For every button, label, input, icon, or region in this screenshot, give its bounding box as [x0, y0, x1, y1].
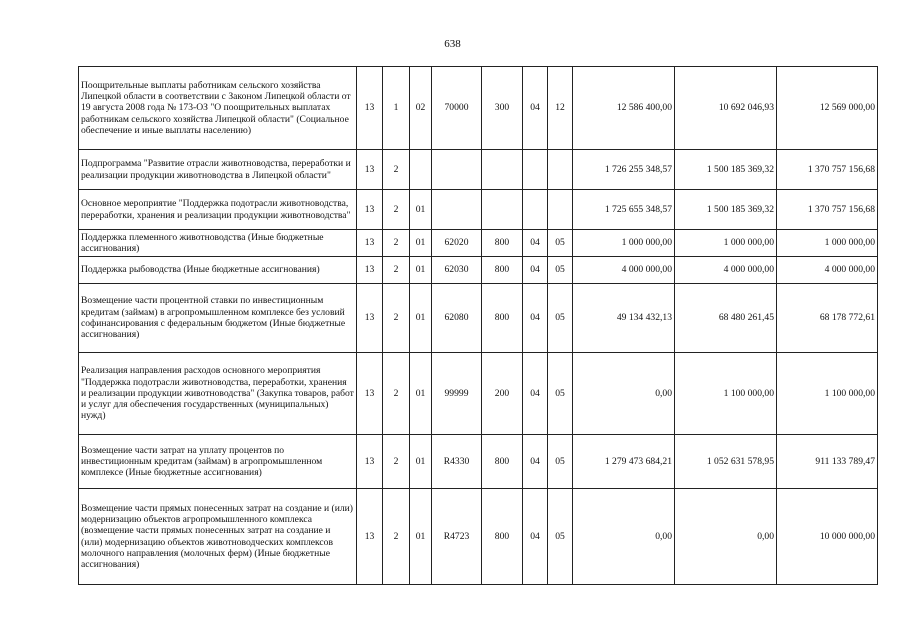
table-row	[79, 284, 878, 353]
code-cell: 05	[548, 353, 573, 435]
row-name: Поощрительные выплаты работникам сельского хозяйства Липецкой области в соответствии с Законом Липецкой области от 19 августа 2008 года № 173-ОЗ "О поощрительных выплатах работникам сельского хозяйства Липецкой области" (Социальное обеспечение и иные выплаты населению)	[79, 67, 357, 150]
code-cell: 01	[410, 353, 432, 435]
code-cell: 13	[357, 489, 383, 585]
code-cell: 13	[357, 257, 383, 284]
amount-cell: 1 370 757 156,68	[777, 190, 878, 230]
page-number: 638	[444, 38, 461, 50]
amount-cell: 1 726 255 348,57	[573, 150, 675, 190]
row-name: Основное мероприятие "Поддержка подотрасли животноводства, переработки, хранения и реализации продукции животноводства"	[79, 190, 357, 230]
amount-cell: 68 178 772,61	[777, 284, 878, 353]
code-cell: 13	[357, 353, 383, 435]
amount-cell: 49 134 432,13	[573, 284, 675, 353]
amount-cell: 10 000 000,00	[777, 489, 878, 585]
code-cell: 2	[383, 230, 410, 257]
code-cell: 13	[357, 190, 383, 230]
amount-cell: 1 000 000,00	[675, 230, 777, 257]
code-cell: 04	[523, 284, 548, 353]
table-row	[79, 489, 878, 585]
code-cell: R4330	[432, 435, 482, 489]
table-row	[79, 230, 878, 257]
table-row	[79, 353, 878, 435]
amount-cell: 0,00	[675, 489, 777, 585]
code-cell: 04	[523, 257, 548, 284]
code-cell: 05	[548, 284, 573, 353]
code-cell: 300	[482, 67, 523, 150]
code-cell: 800	[482, 284, 523, 353]
code-cell: 2	[383, 435, 410, 489]
code-cell: 62020	[432, 230, 482, 257]
code-cell	[523, 190, 548, 230]
code-cell: 01	[410, 435, 432, 489]
code-cell: 12	[548, 67, 573, 150]
row-name: Поддержка рыбоводства (Иные бюджетные ассигнования)	[79, 257, 357, 284]
amount-cell: 1 500 185 369,32	[675, 190, 777, 230]
code-cell: 01	[410, 230, 432, 257]
amount-cell: 10 692 046,93	[675, 67, 777, 150]
code-cell	[482, 150, 523, 190]
code-cell: 01	[410, 257, 432, 284]
code-cell: 13	[357, 67, 383, 150]
code-cell: 04	[523, 353, 548, 435]
amount-cell: 12 569 000,00	[777, 67, 878, 150]
amount-cell: 1 100 000,00	[675, 353, 777, 435]
code-cell: 05	[548, 257, 573, 284]
code-cell: 2	[383, 257, 410, 284]
table-row	[79, 435, 878, 489]
code-cell: 2	[383, 489, 410, 585]
code-cell: 13	[357, 284, 383, 353]
code-cell: 2	[383, 353, 410, 435]
code-cell: 05	[548, 230, 573, 257]
amount-cell: 1 500 185 369,32	[675, 150, 777, 190]
code-cell	[482, 190, 523, 230]
code-cell: R4723	[432, 489, 482, 585]
code-cell	[432, 150, 482, 190]
amount-cell: 0,00	[573, 353, 675, 435]
table-row	[79, 190, 878, 230]
budget-table	[78, 66, 878, 585]
code-cell: 70000	[432, 67, 482, 150]
row-name: Поддержка племенного животноводства (Иные бюджетные ассигнования)	[79, 230, 357, 257]
amount-cell: 911 133 789,47	[777, 435, 878, 489]
code-cell	[432, 190, 482, 230]
code-cell	[548, 150, 573, 190]
code-cell: 04	[523, 67, 548, 150]
amount-cell: 4 000 000,00	[573, 257, 675, 284]
table-row	[79, 67, 878, 150]
code-cell: 800	[482, 230, 523, 257]
row-name: Реализация направления расходов основного мероприятия "Поддержка подотрасли животноводства, переработки, хранения и реализации продукции животноводства" (Закупка товаров, работ и услуг для обеспечения государственных (муниципальных) нужд)	[79, 353, 357, 435]
row-name: Возмещение части прямых понесенных затрат на создание и (или) модернизацию объектов агропромышленного комплекса (возмещение части прямых понесенных затрат на создание и (или) модернизацию объектов животноводческих комплексов молочного направления (молочных ферм) (Иные бюджетные ассигнования)	[79, 489, 357, 585]
code-cell: 99999	[432, 353, 482, 435]
code-cell: 04	[523, 230, 548, 257]
code-cell: 2	[383, 284, 410, 353]
code-cell: 200	[482, 353, 523, 435]
code-cell	[523, 150, 548, 190]
code-cell: 62080	[432, 284, 482, 353]
amount-cell: 1 000 000,00	[573, 230, 675, 257]
amount-cell: 1 279 473 684,21	[573, 435, 675, 489]
amount-cell: 12 586 400,00	[573, 67, 675, 150]
code-cell: 62030	[432, 257, 482, 284]
row-name: Возмещение части процентной ставки по инвестиционным кредитам (займам) в агропромышленном комплексе без условий софинансирования с федеральным бюджетом (Иные бюджетные ассигнования)	[79, 284, 357, 353]
amount-cell: 4 000 000,00	[675, 257, 777, 284]
code-cell: 800	[482, 435, 523, 489]
code-cell: 13	[357, 230, 383, 257]
code-cell: 04	[523, 489, 548, 585]
amount-cell: 4 000 000,00	[777, 257, 878, 284]
row-name: Подпрограмма "Развитие отрасли животноводства, переработки и реализации продукции животноводства в Липецкой области"	[79, 150, 357, 190]
code-cell: 01	[410, 489, 432, 585]
code-cell: 04	[523, 435, 548, 489]
code-cell: 01	[410, 190, 432, 230]
amount-cell: 0,00	[573, 489, 675, 585]
code-cell: 01	[410, 284, 432, 353]
code-cell	[548, 190, 573, 230]
code-cell: 05	[548, 489, 573, 585]
code-cell: 1	[383, 67, 410, 150]
amount-cell: 1 370 757 156,68	[777, 150, 878, 190]
code-cell: 05	[548, 435, 573, 489]
code-cell: 13	[357, 435, 383, 489]
code-cell: 800	[482, 489, 523, 585]
amount-cell: 1 725 655 348,57	[573, 190, 675, 230]
code-cell	[410, 150, 432, 190]
row-name: Возмещение части затрат на уплату процентов по инвестиционным кредитам (займам) в агропромышленном комплексе (Иные бюджетные ассигнования)	[79, 435, 357, 489]
code-cell: 2	[383, 190, 410, 230]
code-cell: 800	[482, 257, 523, 284]
amount-cell: 1 100 000,00	[777, 353, 878, 435]
code-cell: 02	[410, 67, 432, 150]
table-row	[79, 150, 878, 190]
code-cell: 2	[383, 150, 410, 190]
amount-cell: 1 052 631 578,95	[675, 435, 777, 489]
table-row	[79, 257, 878, 284]
amount-cell: 1 000 000,00	[777, 230, 878, 257]
code-cell: 13	[357, 150, 383, 190]
amount-cell: 68 480 261,45	[675, 284, 777, 353]
